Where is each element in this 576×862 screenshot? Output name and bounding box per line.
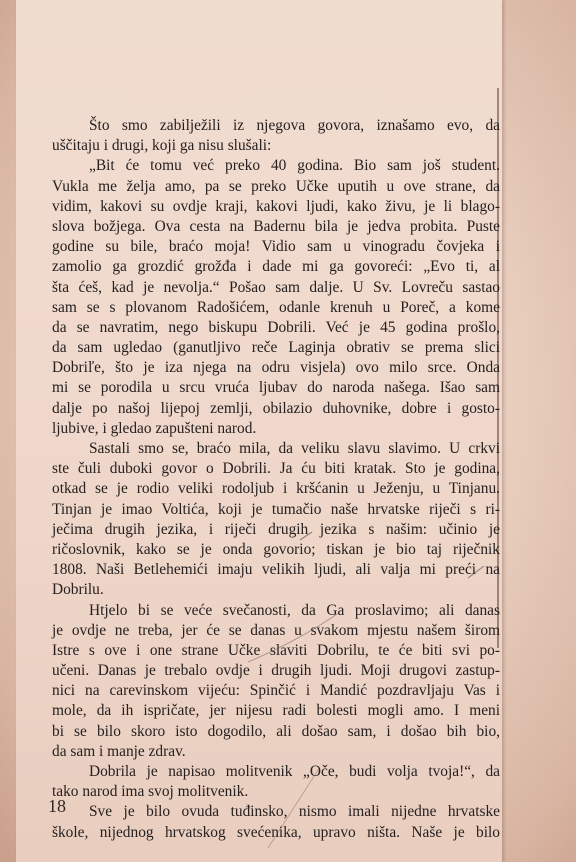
text-line: vidim, kakovi su ovdje kraji, kakovi ljudi, kako živu, je li blago- [52, 197, 500, 215]
page-number: 18 [48, 796, 66, 816]
text-line: učeni. Danas je trebalo ovdje i drugih ljudi. Moji drugovi zastup- [52, 662, 500, 680]
text-line: da sam i manje zdrav. [52, 742, 186, 760]
text-line: „Bit će tomu već preko 40 godina. Bio sam još student. [89, 157, 500, 175]
text-line: škole, nijednog hrvatskog svećenika, upravo ništa. Naše je bilo [52, 823, 500, 841]
text-line: Htjelo bi se veće svečanosti, da Ga proslavimo; ali danas [89, 601, 500, 619]
text-line: Vukla me želja amo, pa se preko Učke uputih u ove strane, da [52, 177, 500, 195]
text-line: Dobriľe, što je iza njega na odru visjela) ovo milo srce. Onda [52, 359, 500, 377]
body-text [52, 116, 500, 843]
text-line: Sve je bilo ovuda tuđinsko, nismo imali nijedne hrvatske [89, 803, 500, 821]
text-line: 1808. Naši Betlehemići imaju velikih ljudi, ali valja mi preći na [52, 561, 500, 579]
text-line: Dobrila je napisao molitvenik „Oče, budi volja tvoja!“, da [89, 763, 500, 780]
text-line: Što smo zabilježili iz njegova govora, iznašamo evo, da [89, 117, 500, 134]
text-line: da se navratim, nego biskupu Dobrili. Već je 45 godina prošlo, [52, 318, 500, 336]
text-line: zamolio ga grozdić grožđa i dade mi ga govoreći: „Evo ti, al [52, 258, 500, 276]
text-line: mole, da ih ispričate, jer nijesu radi bolesti mogli amo. I meni [52, 702, 500, 720]
text-line: mi se porodila u srcu vruća ljubav do naroda našega. Išao sam [52, 379, 500, 397]
text-line: Dobrilu. [52, 581, 104, 599]
text-line: dalje po našoj lijepoj zemlji, obilazio duhovnike, dobre i gosto- [52, 399, 500, 417]
text-line: tako narod ima svoj molitvenik. [52, 783, 249, 801]
text-line: sam se s plovanom Radošićem, odanle krenuh u Poreč, a kome [52, 298, 500, 316]
text-line: nici na carevinskom vijeću: Spinčić i Mandić pozdravljaju Vas i [52, 682, 500, 700]
text-line: ričoslovnik, kako se je onda govorio; tiskan je bio taj riječnik [52, 540, 500, 558]
text-line: Istre s ove i one strane Učke slaviti Dobrilu, te će biti svi po- [52, 641, 500, 659]
text-line: godine su bile, braćo moja! Vidio sam u vinogradu čovjeka i [52, 238, 500, 256]
text-line: Sastali smo se, braćo mila, da veliku slavu slavimo. U crkvi [89, 440, 500, 457]
text-line: je ovdje ne treba, jer će se danas u svakom mjestu našem širom [52, 621, 500, 639]
text-line: šta ćeš, kad je nevolja.“ Pošao sam dalje. U Sv. Lovreču sastao [52, 278, 500, 296]
text-line: uščitaju i drugi, koji ga nisu slušali: [52, 137, 272, 155]
text-line: Tinjan je imao Voltića, koji je tumačio naše hrvatske riječi s ri- [52, 500, 500, 518]
text-line: slova božjega. Ova cesta na Badernu bila je jedva probita. Puste [52, 217, 500, 235]
text-line: ljubive, i gledao zapušteni narod. [52, 419, 257, 437]
text-line: bi se bilo skoro isto dogodilo, ali došao sam, i došao bih bio, [52, 722, 500, 740]
text-line: da sam ugledao (ganutljivo reče Laginja obrativ se prema slici [52, 339, 500, 357]
text-line: otkad se je rodio veliki rodoljub i kršćanin u Ježenju, u Tinjanu. [52, 480, 500, 498]
text-line: ste čuli duboki govor o Dobrili. Ja ću biti kratak. Sto je godina, [52, 460, 500, 478]
text-line: ječima drugih jezika, i riječi drugih jezika s našim: učinio je [52, 520, 500, 538]
